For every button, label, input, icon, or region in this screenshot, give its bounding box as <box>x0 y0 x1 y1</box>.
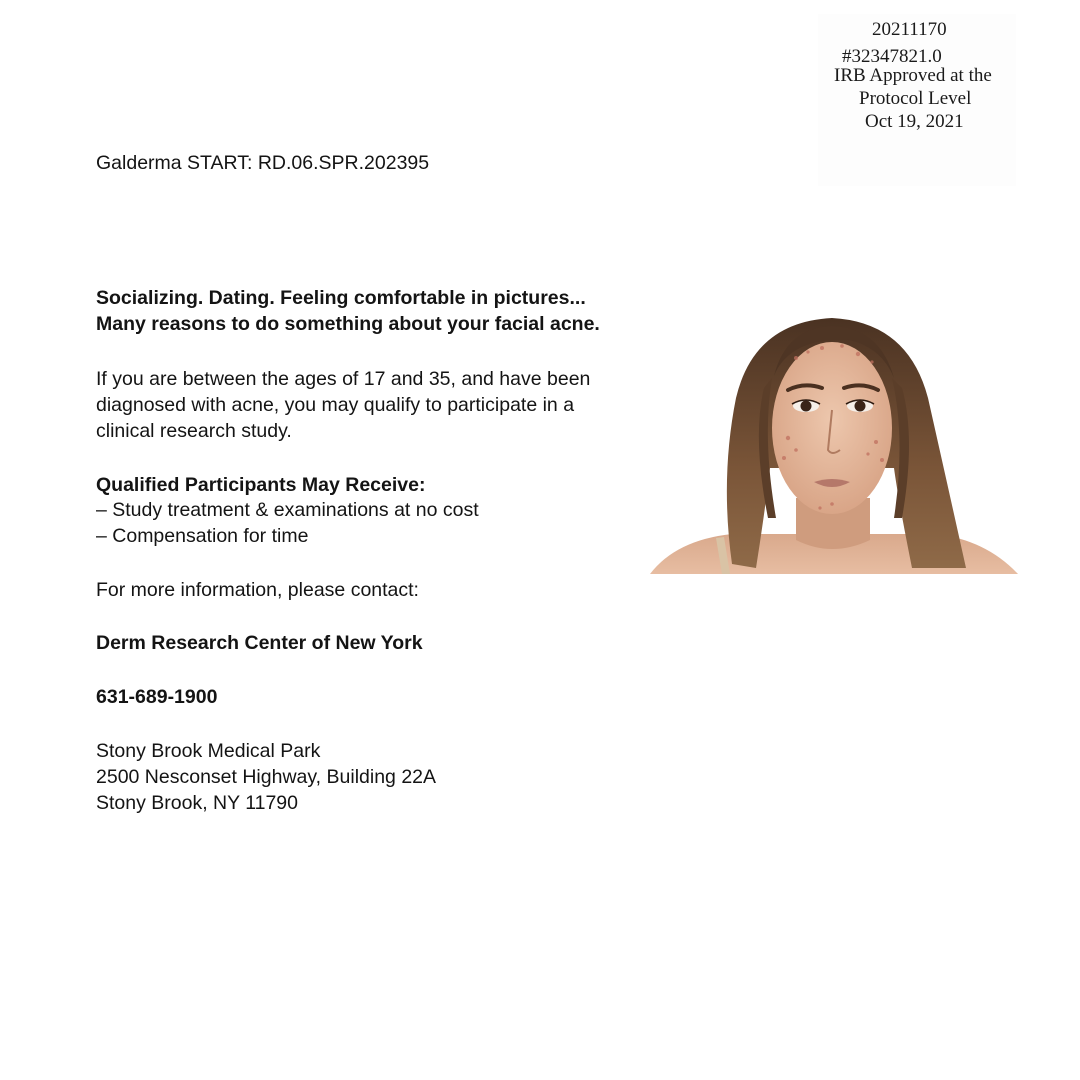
eligibility-line-1: If you are between the ages of 17 and 35, and have been <box>96 368 591 390</box>
benefit-item: – Compensation for time <box>96 525 309 547</box>
study-code: Galderma START: RD.06.SPR.202395 <box>96 152 430 174</box>
irb-approval-stamp <box>818 14 1016 186</box>
stamp-approval-text: IRB Approved at the <box>834 65 992 86</box>
eligibility-line-3: clinical research study. <box>96 420 292 442</box>
address-line: Stony Brook Medical Park <box>96 740 321 762</box>
woman-portrait-photo <box>636 318 1024 576</box>
stamp-level-text: Protocol Level <box>859 88 972 109</box>
headline-line-2: Many reasons to do something about your facial acne. <box>96 313 600 335</box>
address-line: 2500 Nesconset Highway, Building 22A <box>96 766 437 788</box>
benefits-heading: Qualified Participants May Receive: <box>96 474 426 496</box>
eligibility-line-2: diagnosed with acne, you may qualify to participate in a <box>96 394 575 416</box>
headline-line-1: Socializing. Dating. Feeling comfortable in pictures... <box>96 287 586 309</box>
organization-name: Derm Research Center of New York <box>96 632 423 654</box>
benefit-item: – Study treatment & examinations at no cost <box>96 499 479 521</box>
stamp-date: Oct 19, 2021 <box>865 111 964 132</box>
portrait-illustration <box>636 318 1024 576</box>
stamp-reference: #32347821.0 <box>842 46 942 67</box>
stamp-number: 20211170 <box>872 19 947 40</box>
contact-intro: For more information, please contact: <box>96 579 419 601</box>
address-line: Stony Brook, NY 11790 <box>96 792 298 814</box>
phone-number: 631-689-1900 <box>96 686 218 708</box>
